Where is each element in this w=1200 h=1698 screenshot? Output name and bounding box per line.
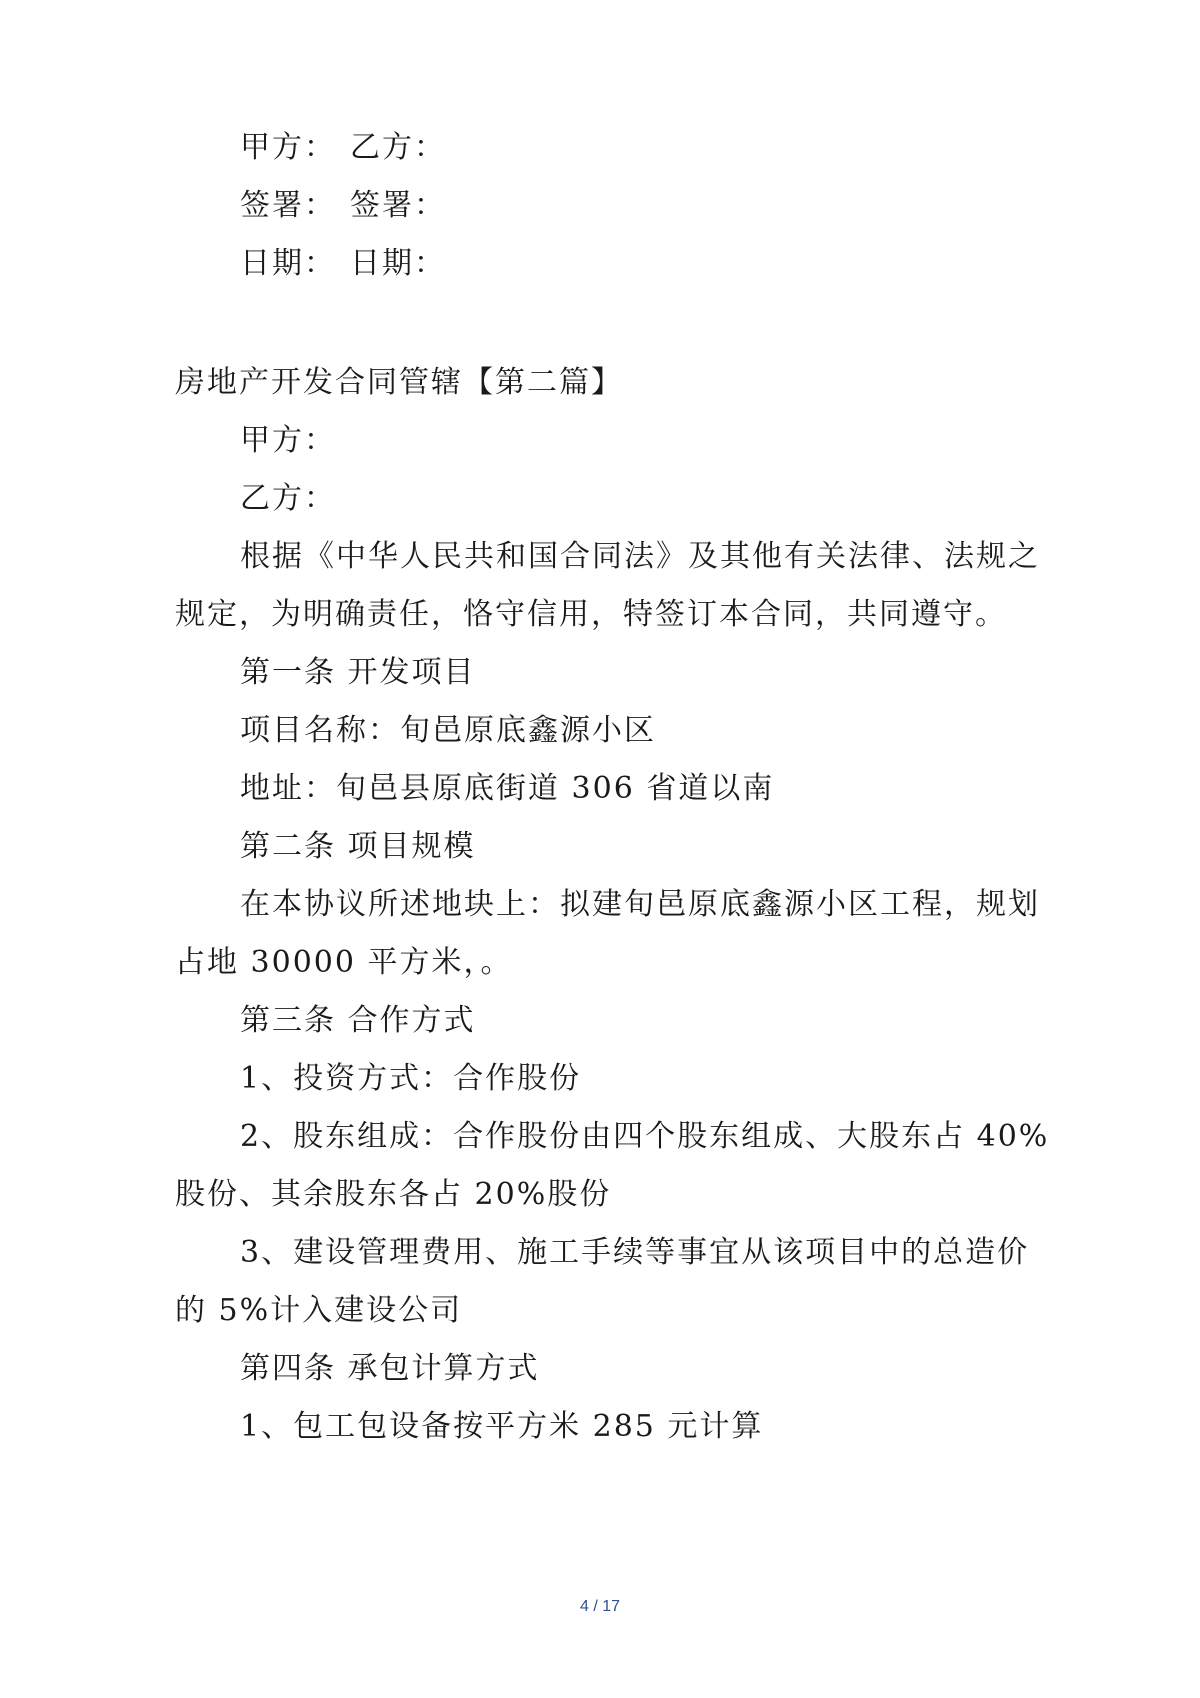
article-3-item-1: 1、投资方式：合作股份	[240, 1061, 582, 1096]
date-label-a: 日期：	[240, 246, 336, 281]
preamble-line-2: 规定，为明确责任，恪守信用，特签订本合同，共同遵守。	[175, 597, 1007, 632]
signature-row-date	[240, 244, 446, 284]
party-a-line: 甲方：	[240, 423, 336, 458]
article-1-project-name: 项目名称：旬邑原底鑫源小区	[240, 713, 656, 748]
party-a-sign-label: 甲方：	[240, 130, 336, 165]
preamble-line-1: 根据《中华人民共和国合同法》及其他有关法律、法规之	[240, 539, 1040, 574]
article-4-heading: 第四条 承包计算方式	[240, 1351, 540, 1386]
article-3-heading: 第三条 合作方式	[240, 1003, 476, 1038]
page-number: 4 / 17	[579, 1598, 621, 1615]
date-label-b: 日期：	[350, 246, 446, 281]
article-3-item-3-line-1: 3、建设管理费用、施工手续等事宜从该项目中的总造价	[240, 1235, 1030, 1270]
article-4-item-1: 1、包工包设备按平方米 285 元计算	[240, 1409, 764, 1444]
article-3-item-3-line-2: 的 5%计入建设公司	[175, 1293, 463, 1328]
signature-row-party	[240, 128, 446, 168]
article-3-item-2-line-1: 2、股东组成：合作股份由四个股东组成、大股东占 40%	[240, 1119, 1050, 1154]
sign-label-b: 签署：	[350, 188, 446, 223]
party-b-line: 乙方：	[240, 481, 336, 516]
sign-label-a: 签署：	[240, 188, 336, 223]
article-1-address: 地址：旬邑县原底街道 306 省道以南	[240, 771, 775, 806]
article-1-heading: 第一条 开发项目	[240, 655, 476, 690]
signature-row-sign	[240, 186, 446, 226]
article-2-heading: 第二条 项目规模	[240, 829, 476, 864]
section-title: 房地产开发合同管辖【第二篇】	[175, 365, 623, 400]
article-2-line-2: 占地 30000 平方米，。	[175, 945, 513, 980]
article-2-line-1: 在本协议所述地块上：拟建旬邑原底鑫源小区工程，规划	[240, 887, 1040, 922]
party-b-sign-label: 乙方：	[350, 130, 446, 165]
article-3-item-2-line-2: 股份、其余股东各占 20%股份	[175, 1177, 612, 1212]
